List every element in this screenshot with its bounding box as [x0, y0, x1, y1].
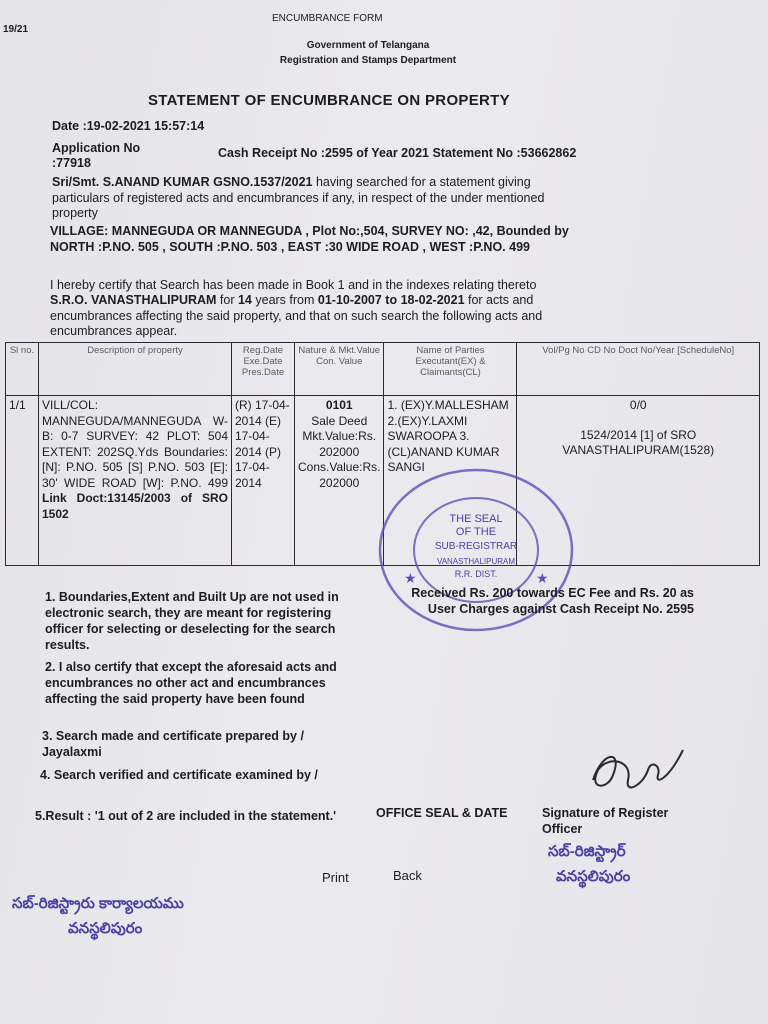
row-doct-no: 1524/2014 [1] of SRO VANASTHALIPURAM(1528): [562, 427, 715, 457]
receipt-line: Cash Receipt No :2595 of Year 2021 Statement No :53662862: [218, 146, 577, 160]
row-dates: (R) 17-04-2014 (E) 17-04-2014 (P) 17-04-2014: [232, 396, 295, 566]
applicant-name: Sri/Smt. S.ANAND KUMAR GSNO.1537/2021: [52, 175, 313, 189]
telugu-sub-registrar: సబ్-రిజిస్ట్రార్: [548, 843, 626, 860]
department-name: Registration and Stamps Department: [279, 55, 457, 66]
telugu-office-line1: సబ్-రిజిస్ట్రారు కార్యాలయము: [12, 895, 184, 912]
header-sl: Sl no.: [6, 343, 39, 396]
page-fragment: 19/21: [3, 24, 29, 35]
svg-text:★: ★: [536, 571, 549, 587]
seal-line5: R.R. DIST.: [454, 569, 498, 579]
row-mkt-value: Mkt.Value:Rs. 202000: [302, 429, 377, 459]
years-count: 14: [237, 293, 252, 307]
intro-line3: property: [52, 206, 98, 220]
row-description-text: VILL/COL: MANNEGUDA/MANNEGUDA W-B: 0-7 SURVEY: 42 PLOT: 504 EXTENT: 202SQ.Yds Boundaries: [N]: P.NO. 505 [S] P.NO. 503 [E]: 30' WIDE ROAD [W]: P.NO. 499: [42, 398, 228, 490]
row-code: 0101: [325, 398, 353, 412]
header-vol: Vol/Pg No CD No Doct No/Year [ScheduleNo]: [517, 343, 760, 396]
certify-line3: encumbrances affecting the said property, and that on such search the following acts and: [50, 309, 543, 323]
certify-for: for: [216, 293, 238, 307]
row-vol-pg: 0/0: [629, 398, 647, 412]
header-description: Description of property: [39, 343, 232, 396]
officer-signature-icon: [573, 740, 693, 800]
application-number: :77918: [52, 156, 91, 170]
seal-line2: OF THE: [455, 526, 497, 538]
ec-fee-text: Received Rs. 200 towards EC Fee and Rs. 20 as User Charges against Cash Receipt No. 2595: [411, 586, 694, 616]
note-2: 2. I also certify that except the aforesaid acts and encumbrances no other act and encumbrances affecting the said property have been found: [45, 660, 337, 706]
seal-line3: SUB-REGISTRAR: [434, 541, 518, 552]
certify-line1: I hereby certify that Search has been made in Book 1 and in the indexes relating thereto: [50, 278, 537, 292]
statement-date: Date :19-02-2021 15:57:14: [52, 119, 205, 133]
intro-line1: [52, 175, 531, 190]
office-seal-label: OFFICE SEAL & DATE: [376, 806, 508, 820]
row-link-doct: Link Doct:13145/2003 of SRO 1502: [42, 491, 228, 521]
row-description: [39, 396, 232, 566]
government-name: Government of Telangana: [306, 40, 430, 51]
seal-line4: VANASTHALIPURAM: [436, 557, 516, 566]
form-name: ENCUMBRANCE FORM: [272, 13, 383, 24]
signature-label: Signature of Register Officer: [542, 806, 669, 836]
telugu-office-line2: వనస్థలిపురం: [68, 920, 143, 937]
header-parties: Name of Parties Executant(EX) & Claimants(CL): [384, 343, 517, 396]
print-button[interactable]: Print: [322, 870, 349, 885]
certify-for-acts: for acts and: [464, 293, 534, 307]
svg-text:★: ★: [404, 571, 417, 587]
back-button[interactable]: Back: [393, 868, 422, 883]
seal-line1: THE SEAL: [449, 513, 503, 525]
row-deed: Sale Deed: [311, 413, 368, 428]
row-parties: 1. (EX)Y.MALLESHAM 2.(EX)Y.LAXMI SWAROOPA 3.(CL)ANAND KUMAR SANGI: [384, 396, 517, 566]
intro-line2: particulars of registered acts and encumbrances if any, in respect of the under mentioned: [52, 191, 545, 205]
page-title: STATEMENT OF ENCUMBRANCE ON PROPERTY: [148, 92, 510, 109]
village-line1: VILLAGE: MANNEGUDA OR MANNEGUDA , Plot No:,504, SURVEY NO: ,42, Bounded by: [50, 224, 569, 238]
application-label: Application No: [52, 141, 141, 155]
header-nature: Nature & Mkt.Value Con. Value: [295, 343, 384, 396]
header-reg-date: Reg.Date Exe.Date Pres.Date: [232, 343, 295, 396]
note-3: 3. Search made and certificate prepared by / Jayalaxmi: [42, 729, 304, 759]
date-range: 01-10-2007 to 18-02-2021: [317, 293, 465, 307]
table-header-row: [6, 343, 760, 396]
note-5: 5.Result : '1 out of 2 are included in the statement.': [35, 809, 337, 823]
row-nature: [295, 396, 384, 566]
certify-line4: encumbrances appear.: [50, 324, 178, 338]
note-4: 4. Search verified and certificate examined by /: [40, 768, 318, 782]
intro-line1-rest: having searched for a statement giving: [312, 175, 531, 189]
note-1: 1. Boundaries,Extent and Built Up are not used in electronic search, they are meant for registering officer for selecting or deselecting for the search results.: [45, 590, 339, 652]
certify-line2: [50, 293, 533, 308]
village-line2: NORTH :P.NO. 505 , SOUTH :P.NO. 503 , EAST :30 WIDE ROAD , WEST :P.NO. 499: [50, 240, 530, 254]
row-sl: 1/1: [6, 396, 39, 566]
telugu-vanasthalipuram: వనస్థలిపురం: [556, 868, 631, 885]
row-cons-value: Cons.Value:Rs. 202000: [298, 460, 381, 490]
sro-name: S.R.O. VANASTHALIPURAM: [50, 293, 217, 307]
certify-years-from: years from: [251, 293, 318, 307]
